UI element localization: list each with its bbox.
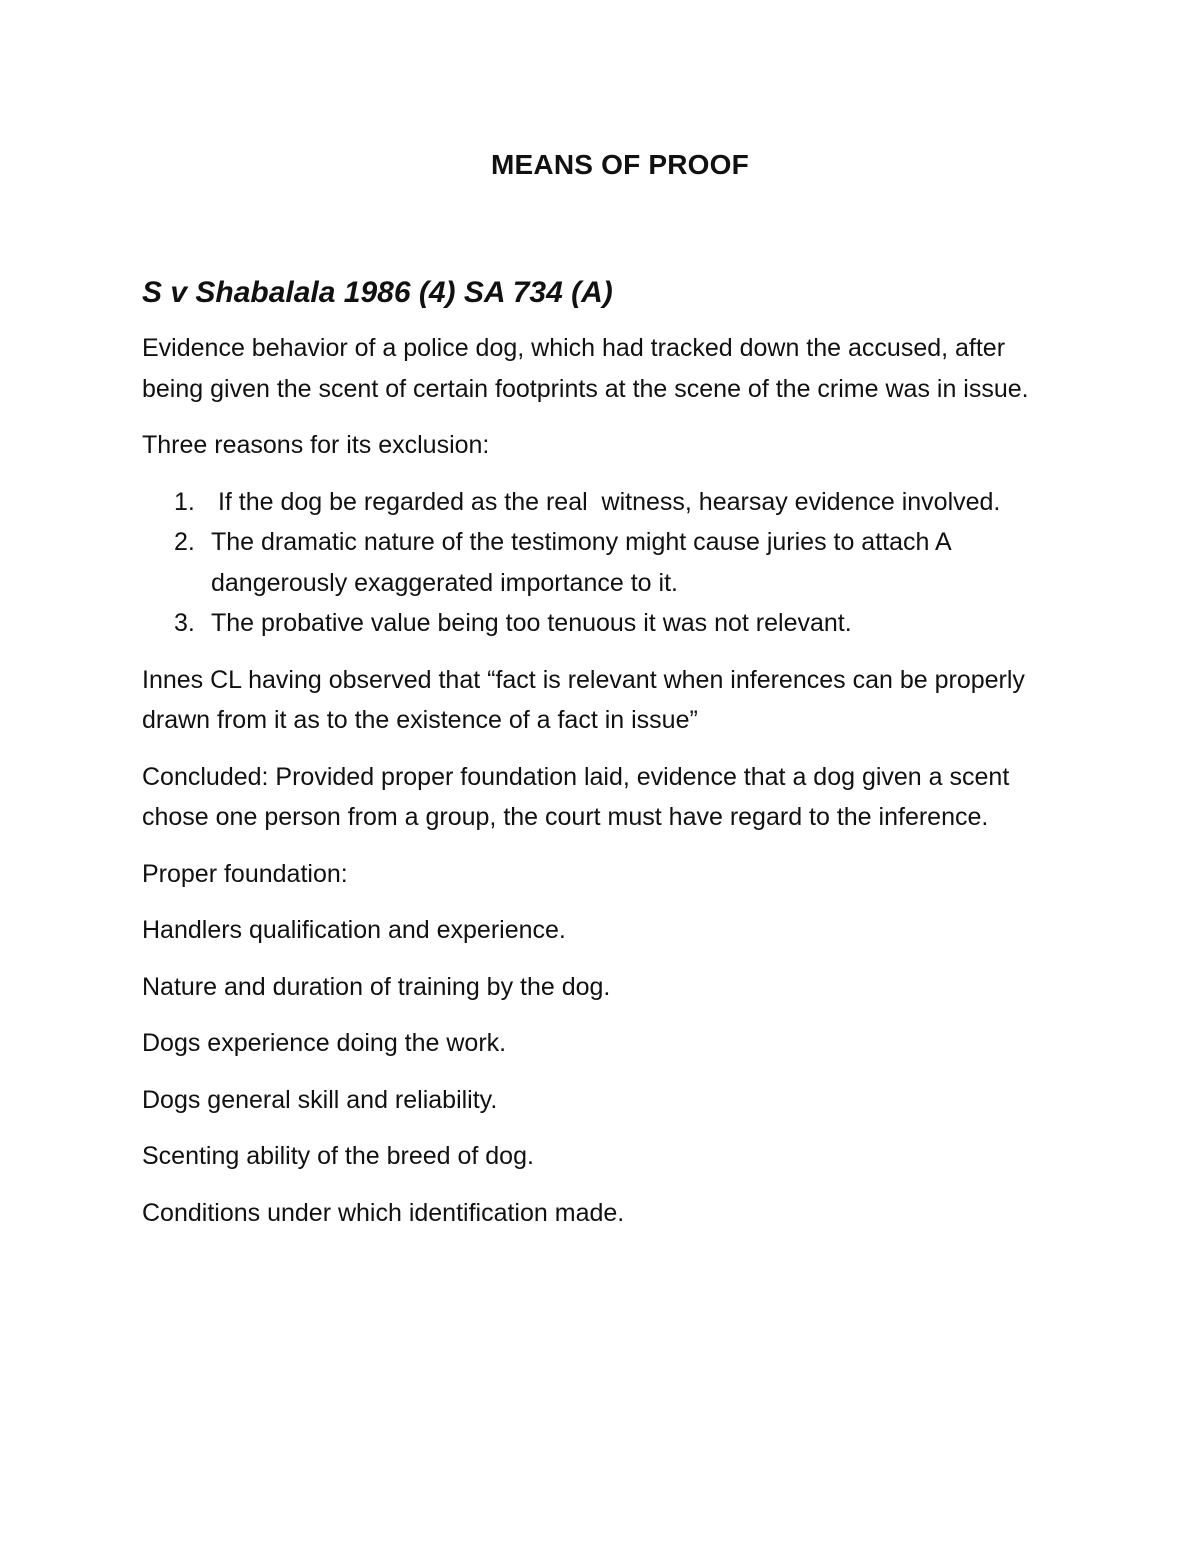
case-heading: S v Shabalala 1986 (4) SA 734 (A) (142, 276, 613, 309)
innes-quote-paragraph: Innes CL having observed that “fact is relevant when inferences can be properly drawn from it as to the existence of a fact in issue” (142, 665, 1025, 734)
foundation-item: Nature and duration of training by the dog. (142, 972, 611, 1001)
list-item (142, 603, 1091, 644)
intro-paragraph: Evidence behavior of a police dog, which had tracked down the accused, after being given the scent of certain footprints at the scene of the crime was in issue. (142, 334, 1029, 403)
foundation-heading: Proper foundation: (142, 859, 348, 888)
document-title: MEANS OF PROOF (491, 149, 749, 180)
list-number: 1. (174, 487, 195, 516)
foundation-item: Conditions under which identification made. (142, 1198, 625, 1227)
list-item-text: The dramatic nature of the testimony might cause juries to attach A dangerously exaggerated importance to it. (211, 528, 951, 597)
concluded-paragraph: Concluded: Provided proper foundation laid, evidence that a dog given a scent chose one person from a group, the court must have regard to the inference. (142, 762, 1010, 831)
list-item-text: If the dog be regarded as the real witness, hearsay evidence involved. (211, 487, 1001, 516)
list-item (142, 522, 1091, 603)
list-number: 3. (174, 609, 195, 637)
list-number: 2. (174, 528, 195, 556)
reasons-list (142, 482, 1072, 644)
foundation-item: Dogs experience doing the work. (142, 1029, 507, 1057)
foundation-item: Handlers qualification and experience. (142, 916, 566, 944)
foundation-item: Scenting ability of the breed of dog. (142, 1142, 534, 1170)
list-item (142, 482, 1051, 523)
list-item-text: The probative value being too tenuous it was not relevant. (211, 609, 852, 637)
foundation-item: Dogs general skill and reliability. (142, 1085, 498, 1114)
document-content (142, 143, 1072, 1249)
reasons-heading: Three reasons for its exclusion: (142, 431, 490, 459)
